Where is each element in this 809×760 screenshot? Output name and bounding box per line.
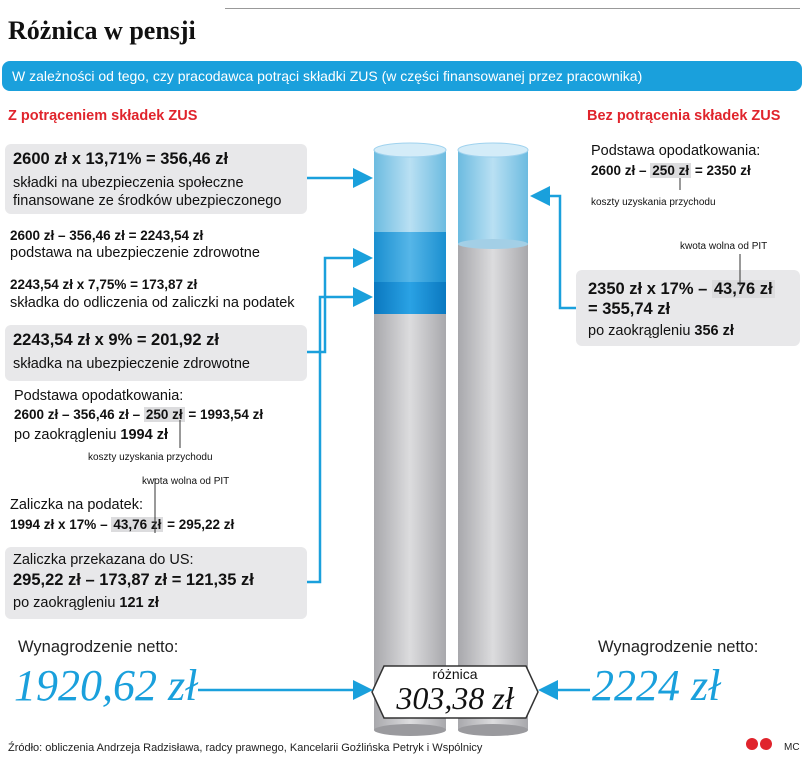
left-costs-highlight: 250 zł [145, 407, 183, 422]
right-tax-rounded: po zaokrągleniu 356 zł [588, 323, 734, 339]
subtitle-banner: W zależności od tego, czy pracodawca potrąci składki ZUS (w części finansowanej przez pracownika) [2, 61, 802, 91]
zus-formula: 2600 zł x 13,71% = 356,46 zł [13, 150, 229, 168]
right-heading: Bez potrącenia składek ZUS [587, 108, 781, 124]
health-description: składka na ubezpieczenie zdrowotne [13, 356, 250, 372]
press-logo-icon [760, 738, 772, 750]
right-free-highlight: 43,76 zł [713, 280, 773, 298]
arrow-transfer-to-column [307, 297, 368, 582]
left-net-value: 1920,62 zł [14, 661, 198, 710]
transfer-rounded: po zaokrągleniu 121 zł [13, 595, 159, 611]
author-initials: MC [784, 742, 800, 753]
page-title: Różnica w pensji [8, 16, 196, 45]
left-costs-note: koszty uzyskania przychodu [88, 452, 213, 463]
deductible-description: składka do odliczenia od zaliczki na podatek [10, 295, 295, 311]
advance-label: Zaliczka na podatek: [10, 497, 143, 513]
right-tax-base-formula: 2600 zł – 250 zł = 2350 zł [591, 163, 751, 178]
left-tax-base-rounded: po zaokrągleniu 1994 zł [14, 427, 168, 443]
left-net-label: Wynagrodzenie netto: [18, 638, 179, 656]
right-tax-formula: 2350 zł x 17% – 43,76 zł [588, 280, 773, 298]
right-tax-result: = 355,74 zł [588, 300, 671, 318]
arrow-right-column-to-box [535, 196, 576, 308]
right-net-label: Wynagrodzenie netto: [598, 638, 759, 656]
left-free-amount-note: kwota wolna od PIT [142, 476, 230, 487]
health-base-formula: 2600 zł – 356,46 zł = 2243,54 zł [10, 228, 204, 243]
right-free-amount-note: kwota wolna od PIT [680, 241, 768, 252]
difference-label: różnica [432, 666, 478, 682]
transfer-label: Zaliczka przekazana do US: [13, 552, 194, 568]
right-costs-note: koszty uzyskania przychodu [591, 197, 716, 208]
transfer-formula: 295,22 zł – 173,87 zł = 121,35 zł [13, 571, 254, 589]
zus-description-2: finansowane ze środków ubezpieczonego [13, 193, 282, 209]
deductible-formula: 2243,54 zł x 7,75% = 173,87 zł [10, 277, 198, 292]
right-net-value: 2224 zł [592, 661, 721, 710]
health-formula: 2243,54 zł x 9% = 201,92 zł [13, 331, 219, 349]
right-tax-base-label: Podstawa opodatkowania: [591, 143, 761, 159]
left-tax-base-formula: 2600 zł – 356,46 zł – 250 zł = 1993,54 zł [14, 407, 264, 422]
source-footer: Źródło: obliczenia Andrzeja Radzisława, radcy prawnego, Kancelarii Goźlińska Petryk i Wspólnicy [8, 742, 483, 754]
arrow-health-to-column [307, 258, 368, 352]
health-base-description: podstawa na ubezpieczenie zdrowotne [10, 245, 260, 261]
difference-value: 303,38 zł [396, 680, 514, 716]
left-free-highlight: 43,76 zł [113, 517, 162, 532]
advance-formula: 1994 zł x 17% – 43,76 zł = 295,22 zł [10, 517, 235, 532]
right-costs-highlight: 250 zł [652, 163, 690, 178]
left-heading: Z potrąceniem składek ZUS [8, 108, 198, 124]
left-tax-base-label: Podstawa opodatkowania: [14, 388, 184, 404]
zus-description-1: składki na ubezpieczenia społeczne [13, 175, 244, 191]
copyright-icon [746, 738, 758, 750]
